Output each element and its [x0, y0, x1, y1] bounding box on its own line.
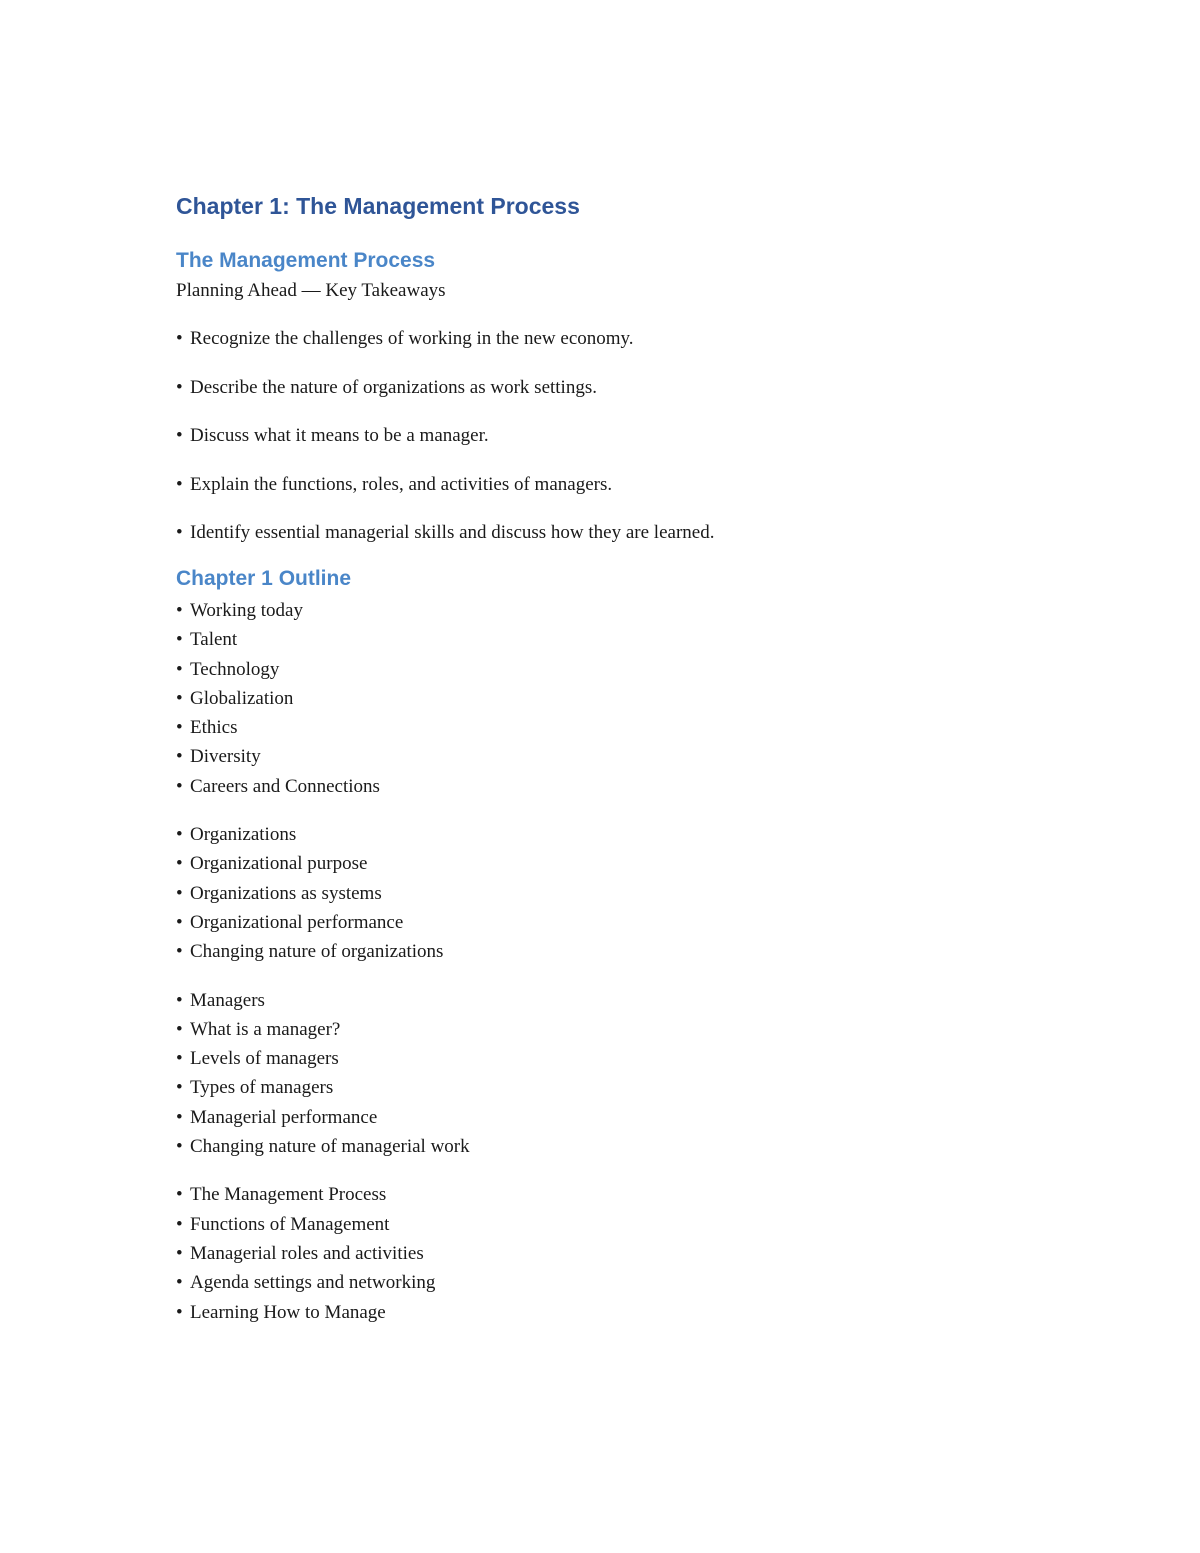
outline-item — [176, 655, 1026, 684]
outline-item — [176, 879, 1026, 908]
takeaway-item — [176, 421, 1026, 451]
takeaway-text: Recognize the challenges of working in the new economy. — [190, 328, 634, 349]
bullet-icon: • — [176, 687, 183, 709]
bullet-icon: • — [176, 1272, 183, 1294]
outline-item — [176, 908, 1026, 937]
bullet-icon: • — [176, 376, 183, 398]
outline-item-text: Managerial performance — [190, 1106, 378, 1128]
document-page — [176, 188, 1026, 1327]
bullet-icon: • — [176, 911, 183, 933]
outline-group-managers — [176, 986, 1026, 1162]
outline-item-text: Diversity — [190, 746, 261, 768]
subtitle: Planning Ahead — Key Takeaways — [176, 280, 446, 301]
outline-item — [176, 1103, 1026, 1132]
bullet-icon: • — [176, 425, 183, 446]
bullet-icon: • — [176, 1077, 183, 1099]
outline-item — [176, 713, 1026, 742]
outline-item — [176, 1268, 1026, 1297]
bullet-icon: • — [176, 882, 183, 904]
section-title: The Management Process — [176, 249, 436, 272]
bullet-icon: • — [176, 1136, 183, 1158]
outline-item-text: Organizations as systems — [190, 882, 382, 904]
bullet-icon: • — [176, 853, 183, 875]
outline-item — [176, 596, 1026, 625]
outline-item-text: Functions of Management — [190, 1213, 390, 1235]
bullet-icon: • — [176, 1184, 183, 1206]
outline-item — [176, 742, 1026, 771]
outline-item-text: Talent — [190, 629, 238, 651]
outline-item-text: Levels of managers — [190, 1048, 339, 1070]
outline-item — [176, 1015, 1026, 1044]
outline-group-management-process — [176, 1180, 1026, 1326]
outline-item-text: Globalization — [190, 687, 294, 709]
outline-item-text: Organizational purpose — [190, 853, 368, 875]
bullet-icon: • — [176, 522, 183, 543]
bullet-icon: • — [176, 717, 183, 739]
outline-item-text: Managers — [190, 989, 265, 1011]
outline-item-text: Technology — [190, 658, 280, 680]
bullet-icon: • — [176, 1213, 183, 1235]
bullet-icon: • — [176, 1301, 183, 1323]
outline-item-text: Careers and Connections — [190, 775, 380, 797]
outline-item-text: Managerial roles and activities — [190, 1242, 424, 1264]
outline-item-text: Working today — [190, 600, 303, 621]
bullet-icon: • — [176, 1018, 183, 1040]
bullet-icon: • — [176, 746, 183, 768]
bullet-icon: • — [176, 1242, 183, 1264]
outline-item — [176, 1239, 1026, 1268]
outline-item — [176, 820, 1026, 849]
outline-item — [176, 1180, 1026, 1209]
outline-item — [176, 1073, 1026, 1102]
outline-item — [176, 1298, 1026, 1327]
bullet-icon: • — [176, 328, 183, 349]
outline-group-working-today — [176, 596, 1026, 801]
outline-item-text: The Management Process — [190, 1184, 387, 1206]
outline-item — [176, 986, 1026, 1015]
takeaway-text: Describe the nature of organizations as work settings. — [190, 376, 597, 398]
outline-item — [176, 937, 1026, 966]
takeaway-text: Explain the functions, roles, and activities of managers. — [190, 473, 613, 495]
outline-item — [176, 1044, 1026, 1073]
takeaway-text: Identify essential managerial skills and discuss how they are learned. — [190, 522, 715, 543]
outline-group-organizations — [176, 820, 1026, 966]
outline-item-text: Changing nature of managerial work — [190, 1136, 470, 1158]
bullet-icon: • — [176, 1106, 183, 1128]
takeaway-item — [176, 373, 1026, 403]
bullet-icon: • — [176, 629, 183, 651]
outline-item-text: Organizations — [190, 824, 297, 846]
chapter-title: Chapter 1: The Management Process — [176, 193, 580, 219]
outline-item-text: What is a manager? — [190, 1018, 341, 1040]
bullet-icon: • — [176, 1048, 183, 1070]
key-takeaways-list — [176, 324, 1026, 548]
bullet-icon: • — [176, 473, 183, 495]
outline-item — [176, 1132, 1026, 1161]
outline-item — [176, 684, 1026, 713]
outline-item — [176, 772, 1026, 801]
outline-item-text: Ethics — [190, 717, 238, 739]
bullet-icon: • — [176, 658, 183, 680]
takeaway-item — [176, 324, 1026, 354]
outline-title: Chapter 1 Outline — [176, 567, 352, 590]
takeaway-item — [176, 518, 1026, 548]
outline-item-text: Changing nature of organizations — [190, 941, 444, 963]
outline-item-text: Learning How to Manage — [190, 1301, 386, 1323]
outline-item — [176, 1210, 1026, 1239]
outline-item-text: Organizational performance — [190, 911, 404, 933]
outline-item-text: Types of managers — [190, 1077, 334, 1099]
bullet-icon: • — [176, 600, 183, 621]
bullet-icon: • — [176, 775, 183, 797]
outline-item — [176, 849, 1026, 878]
outline-item-text: Agenda settings and networking — [190, 1272, 436, 1294]
takeaway-text: Discuss what it means to be a manager. — [190, 425, 489, 446]
bullet-icon: • — [176, 941, 183, 963]
bullet-icon: • — [176, 989, 183, 1011]
takeaway-item — [176, 470, 1026, 500]
bullet-icon: • — [176, 824, 183, 846]
outline-item — [176, 625, 1026, 654]
